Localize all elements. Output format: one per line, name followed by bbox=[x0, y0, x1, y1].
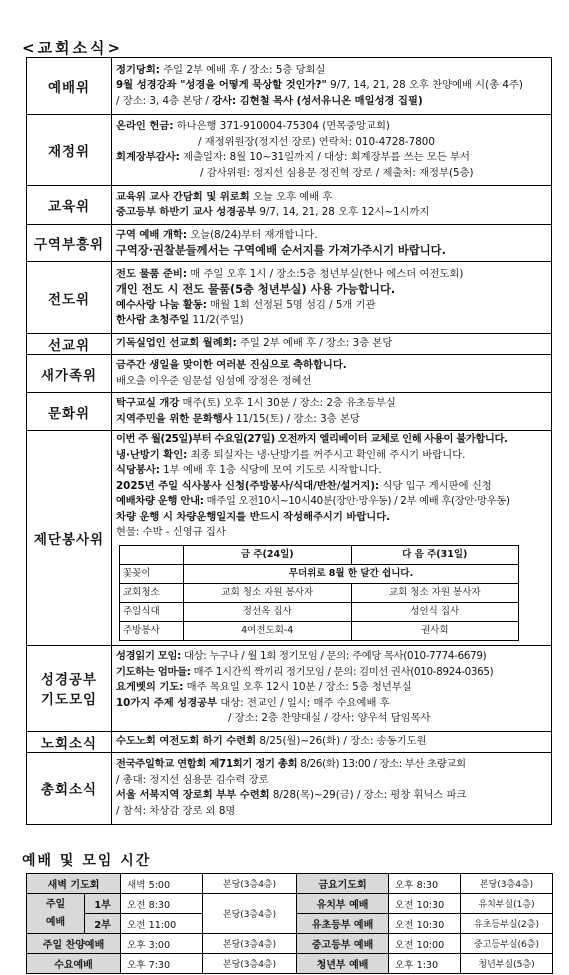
text: 매 주일 오후 1시 / 장소:5층 청년부실(한나 에스더 여전도회) bbox=[186, 267, 464, 280]
text: 구역 예배 개학: bbox=[116, 228, 187, 241]
label-culture: 문화위 bbox=[27, 393, 112, 431]
text: 수도노회 여전도회 하기 수련회 bbox=[116, 734, 257, 747]
text: 개인 전도 시 전도 물품(5층 청년부실) 사용 가능합니다. bbox=[116, 283, 396, 296]
duty-kitchen-this: 4여전도회-4 bbox=[184, 621, 352, 640]
sched-wed-name: 수요예배 bbox=[27, 954, 121, 974]
text: 대상: 누구나 / 월 1회 정기모임 / 문의: 주예당 목사(010-7774-6679) bbox=[180, 650, 487, 663]
label-worship: 예배위 bbox=[27, 58, 112, 115]
sched-wed-time: 오후 7:30 bbox=[121, 954, 203, 974]
sched-praise-place: 본당(3층4층) bbox=[203, 934, 297, 954]
sched-fri-name: 금요기도회 bbox=[297, 874, 389, 894]
row-newfamily bbox=[27, 355, 552, 393]
text: 2025년 주일 식사봉사 신청(주방봉사/식대/반찬/설거지): bbox=[116, 479, 380, 492]
sched-kinder-place: 유치부실(1층) bbox=[461, 894, 553, 914]
text: 최종 퇴실자는 냉·난방기를 꺼주시고 확인해 주시기 바랍니다. bbox=[187, 448, 466, 461]
label-finance: 재정위 bbox=[27, 115, 112, 186]
label-education: 교육위 bbox=[27, 186, 112, 225]
text: 8/28(목)~29(금) / 장소: 평창 휘닉스 파크 bbox=[269, 789, 467, 801]
row-mission bbox=[27, 334, 552, 355]
text: 온라인 헌금: bbox=[116, 120, 174, 132]
text: 10가지 주제 성경공부 bbox=[116, 696, 218, 709]
sched-sunday-p2-label: 2부 bbox=[85, 914, 121, 934]
row-evangelism bbox=[27, 262, 552, 334]
sched-kinder-name: 유치부 예배 bbox=[297, 894, 389, 914]
text: 냉·난방기 확인: bbox=[116, 448, 188, 461]
duty-flower-label: 꽃꽂이 bbox=[120, 564, 184, 583]
row-service bbox=[27, 431, 552, 646]
label-assembly: 총회소식 bbox=[27, 752, 112, 824]
sched-kinder-time: 오전 10:30 bbox=[389, 894, 461, 914]
label-bible bbox=[27, 645, 112, 731]
text: 서울 서북지역 장로회 부부 수련회 bbox=[116, 789, 270, 801]
label-newfamily: 새가족위 bbox=[27, 355, 112, 393]
text: 오늘(8/24)부터 재개합니다. bbox=[186, 228, 318, 241]
text: 매월 1회 선정된 5명 섬김 / 5개 기관 bbox=[206, 298, 376, 311]
text: 전도 물품 준비: bbox=[116, 267, 187, 280]
text: 매주 1시간씩 짝끼리 정기모임 / 문의: 김미선 권사(010-8924-0365) bbox=[190, 665, 494, 678]
text: 예수사랑 나눔 활동: bbox=[116, 298, 207, 311]
label-bible-line2: 기도모임 bbox=[40, 692, 98, 708]
sched-dawn-place: 본당(3층4층) bbox=[203, 874, 297, 894]
row-worship bbox=[27, 58, 552, 115]
section-title: <교회소식> bbox=[22, 39, 124, 57]
text: 요게벳의 기도: bbox=[116, 681, 184, 694]
text: 회계장부감사: bbox=[116, 151, 180, 163]
church-news-table bbox=[26, 57, 552, 825]
duty-flower-value: 무더위로 8월 한 달간 쉽니다. bbox=[184, 564, 519, 583]
text: 기독실업인 선교회 월례회: bbox=[116, 337, 237, 350]
sched-fri-place: 본당(3층4층) bbox=[461, 874, 553, 894]
schedule-title: 예배 및 모임 시간 bbox=[22, 853, 152, 869]
text: 성경읽기 모임: bbox=[116, 650, 181, 663]
duty-clean-label: 교회청소 bbox=[120, 583, 184, 602]
label-bible-line1: 성경공부 bbox=[40, 672, 98, 688]
label-mission: 선교위 bbox=[27, 334, 112, 355]
text: 하나은행 371-910004-75304 (면목중앙교회) bbox=[173, 120, 390, 132]
text: 11/2(주일) bbox=[189, 314, 244, 326]
duty-meal-this: 정선옥 집사 bbox=[184, 602, 352, 621]
text: 금주간 생일을 맞이한 여러분 진심으로 축하합니다. bbox=[116, 359, 347, 371]
label-district: 구역부흥위 bbox=[27, 225, 112, 262]
row-finance bbox=[27, 115, 552, 186]
sched-sunday-place: 본당(3층4층) bbox=[203, 894, 297, 934]
text: / 총대: 정지선 심용문 김수력 장로 bbox=[116, 773, 269, 786]
text: 기도하는 엄마들: bbox=[116, 665, 191, 678]
label-service: 제단봉사위 bbox=[27, 431, 112, 646]
text: 주일 2부 예배 후 / 장소: 5층 당회실 bbox=[159, 63, 326, 76]
text: 식당봉사: bbox=[116, 464, 160, 476]
duty-kitchen-next: 권사회 bbox=[351, 621, 519, 640]
label-elders: 노회소식 bbox=[27, 731, 112, 752]
sched-youth-time: 오전 10:00 bbox=[389, 934, 461, 954]
text: 차량 운행 시 차량운행일지를 반드시 작성해주시기 바랍니다. bbox=[116, 510, 391, 523]
sched-child-place: 유초등부실(2층) bbox=[461, 914, 553, 934]
text: 지역주민을 위한 문화행사 bbox=[116, 412, 233, 425]
text: / 재정위원장(정지선 장로) 연락처: 010-4728-7800 bbox=[198, 135, 435, 148]
text: / 장소: 2층 찬양대실 / 강사: 양우석 담임목사 bbox=[228, 712, 431, 725]
sched-sunday-name: 주일 예배 bbox=[27, 894, 85, 934]
sched-youth-place: 중고등부실(6층) bbox=[461, 934, 553, 954]
text: 구역장·권찰분들께서는 구역예배 순서지를 가져가주시기 바랍니다. bbox=[116, 244, 446, 257]
text: 제출일자: 8월 10~31일까지 / 대상: 회계장부를 쓰는 모든 부서 bbox=[179, 151, 470, 163]
text: 한사람 초청주일 bbox=[116, 314, 190, 326]
text: 매주(토) 오후 1시 30분 / 장소: 2층 유초등부실 bbox=[179, 397, 396, 409]
text: 정기당회: bbox=[116, 63, 160, 76]
sched-young-time: 오후 1:30 bbox=[389, 954, 461, 974]
row-education bbox=[27, 186, 552, 225]
sched-young-name: 청년부 예배 bbox=[297, 954, 389, 974]
text: / 감사위원: 정지선 심용문 정진혁 장로 / 제출처: 재정부(5층) bbox=[200, 166, 474, 179]
text: / 참석: 차상감 장로 외 8명 bbox=[116, 804, 236, 817]
duty-meal-next: 성인식 집사 bbox=[351, 602, 519, 621]
sched-fri-time: 오후 8:30 bbox=[389, 874, 461, 894]
text: 현물: 수박 - 신영규 집사 bbox=[116, 526, 226, 538]
schedule-table bbox=[26, 873, 553, 974]
sched-sunday-p1-time: 오전 8:30 bbox=[121, 894, 203, 914]
row-culture bbox=[27, 393, 552, 431]
text: 매주일 오전10시~10시40분(장안·망우동) / 2부 예배 후(장안·망우동) bbox=[203, 495, 510, 507]
text: 배오출 이우준 임문섭 임섬예 장정은 정혜선 bbox=[116, 374, 312, 387]
sched-child-time: 오전 10:30 bbox=[389, 914, 461, 934]
duty-meal-label: 주일식대 bbox=[120, 602, 184, 621]
label-evangelism: 전도위 bbox=[27, 262, 112, 334]
sched-praise-name: 주일 찬양예배 bbox=[27, 934, 121, 954]
text: 매주 목요일 오후 12시 10분 / 장소: 5층 청년부실 bbox=[183, 681, 412, 694]
text: 전국주일학교 연합회 제71회기 정기 총회 bbox=[116, 758, 298, 770]
sched-sunday-p1-label: 1부 bbox=[85, 894, 121, 914]
sched-child-name: 유초등부 예배 bbox=[297, 914, 389, 934]
service-duty-table bbox=[119, 545, 519, 641]
row-assembly bbox=[27, 752, 552, 824]
duty-clean-this: 교회 청소 자원 봉사자 bbox=[184, 583, 352, 602]
text: 8/25(월)~26(화) / 장소: 송동기도원 bbox=[256, 734, 427, 747]
duty-header-next-week: 다 음 주(31일) bbox=[351, 545, 519, 564]
text: 1부 예배 후 1층 식당에 모여 기도로 시작합니다. bbox=[159, 464, 382, 476]
text: 강사: 김현철 목사 (성서유니온 매일성경 집필) bbox=[212, 94, 423, 107]
duty-header-blank bbox=[120, 545, 184, 564]
text: 9월 성경강좌 "성경을 어떻게 묵상할 것인가?" bbox=[116, 79, 327, 92]
text: 탁구교실 개강 bbox=[116, 397, 180, 409]
text: 중고등부 하반기 교사 성경공부 bbox=[116, 206, 257, 218]
sched-youth-name: 중고등부 예배 bbox=[297, 934, 389, 954]
sched-dawn-time: 새벽 5:00 bbox=[121, 874, 203, 894]
row-district bbox=[27, 225, 552, 262]
sched-praise-time: 오후 3:00 bbox=[121, 934, 203, 954]
text: 9/7, 14, 21, 28 오후 찬양예배 시(총 4주) bbox=[326, 79, 523, 92]
duty-header-this-week: 금 주(24일) bbox=[184, 545, 352, 564]
text: 오늘 오후 예배 후 bbox=[249, 190, 333, 203]
text: 9/7, 14, 21, 28 오후 12시~1시까지 bbox=[256, 206, 430, 218]
duty-kitchen-label: 주방봉사 bbox=[120, 621, 184, 640]
text: 교육위 교사 간담회 및 위로회 bbox=[116, 190, 250, 203]
text: / 장소: 3, 4층 본당 / bbox=[116, 94, 213, 107]
sched-young-place: 청년부실(5층) bbox=[461, 954, 553, 974]
text: 주일 2부 예배 후 / 장소: 3층 본당 bbox=[236, 337, 393, 350]
row-elders bbox=[27, 731, 552, 752]
duty-clean-next: 교회 청소 자원 봉사자 bbox=[351, 583, 519, 602]
text: 식당 입구 게시판에 신청 bbox=[379, 479, 492, 492]
sched-sunday-p2-time: 오전 11:00 bbox=[121, 914, 203, 934]
text: 예배차량 운행 안내: bbox=[116, 495, 204, 507]
sched-wed-place: 본당(3층4층) bbox=[203, 954, 297, 974]
text: 대상: 전교인 / 일시: 매주 수요예배 후 bbox=[217, 696, 390, 709]
row-bible bbox=[27, 645, 552, 731]
text: 8/26(화) 13:00 / 장소: 부산 초량교회 bbox=[297, 758, 466, 770]
text: 11/15(토) / 장소: 3층 본당 bbox=[232, 412, 360, 425]
sched-dawn-name: 새벽 기도회 bbox=[27, 874, 121, 894]
text: 이번 주 월(25일)부터 수요일(27일) 오전까지 엘리베이터 교체로 인해 사용이 불가합니다. bbox=[116, 433, 508, 445]
